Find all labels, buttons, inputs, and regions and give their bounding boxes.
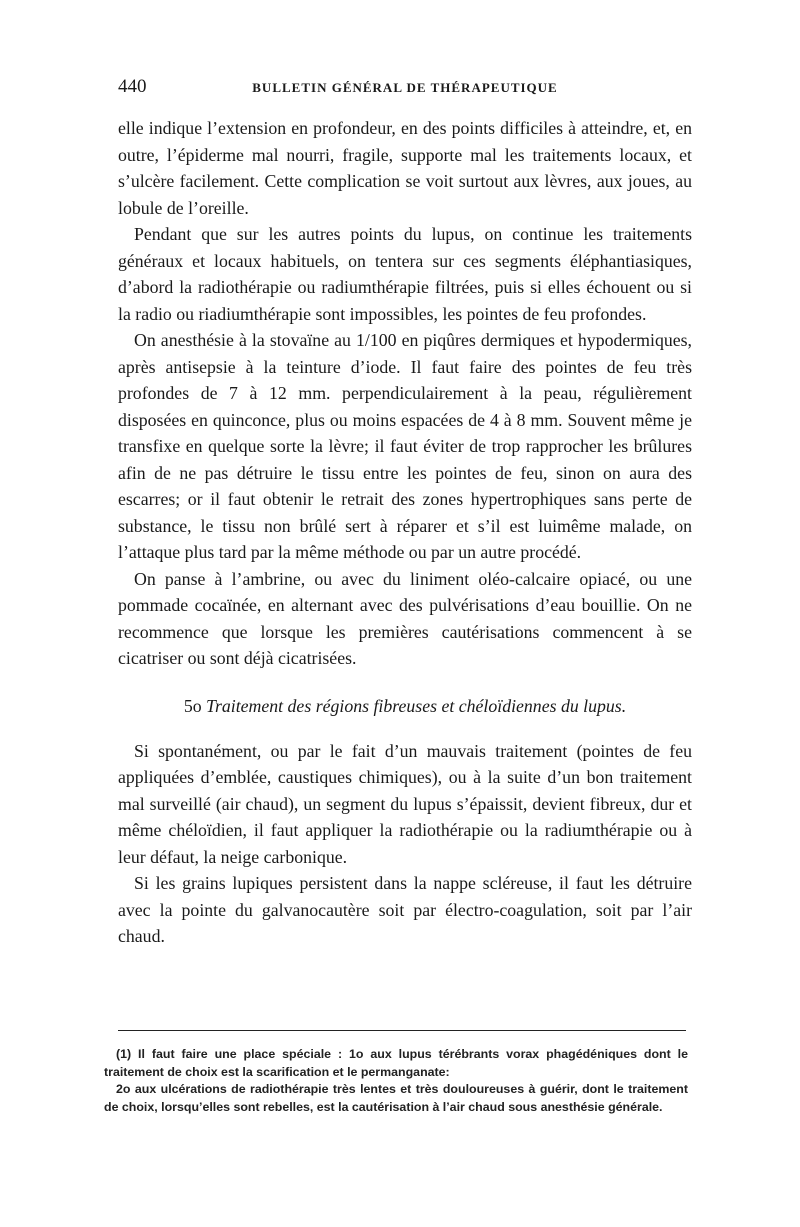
- footnotes: [104, 1046, 688, 1116]
- paragraph-3: On anesthésie à la stovaïne au 1/100 en piqûres dermiques et hypodermiques, après antisepsie à la teinture d’iode. Il faut faire des pointes de feu très profondes de 7 à 12 mm. perpendiculairement à la peau, régulièrement disposées en quinconce, plus ou moins espacées de 4 à 8 mm. Souvent même je transfixe en quelque sorte la lèvre; il faut éviter de trop rapprocher les brûlures afin de ne pas détruire le tissu entre les pointes de feu, sinon on aura des escarres; or il faut obtenir le retrait des zones hypertrophiques sans perte de substance, le tissu non brûlé sert à réparer et s’il est luimême malade, on l’attaque plus tard par la même méthode ou par un autre procédé.: [118, 330, 692, 562]
- paragraph-4: On panse à l’ambrine, ou avec du liniment oléo-calcaire opiacé, ou une pommade cocaïnée, en alternant avec des pulvérisations d’eau bouillie. On ne recommence que lorsque les premières cautérisations commencent à se cicatriser ou sont déjà cicatrisées.: [118, 568, 692, 668]
- section-number: 5o: [183, 695, 202, 716]
- section-heading: [118, 694, 692, 718]
- paragraph-2: Pendant que sur les autres points du lupus, on continue les traitements généraux et locaux habituels, on tentera sur ces segments éléphantiasiques, d’abord la radiothérapie ou radiumthérapie filtrées, puis si elles échouent ou si la radio ou riadiumthérapie sont impossibles, les pointes de feu profondes.: [118, 224, 692, 324]
- paragraph-6: Si les grains lupiques persistent dans la nappe scléreuse, il faut les détruire avec la pointe du galvanocautère soit par électro-coagulation, soit par l’air chaud.: [118, 873, 692, 946]
- page-header: [118, 76, 692, 102]
- section-title: Traitement des régions fibreuses et chéloïdiennes du lupus.: [206, 695, 627, 716]
- paragraph-5: Si spontanément, ou par le fait d’un mauvais traitement (pointes de feu appliquées d’emblée, caustiques chimiques), ou à la suite d’un bon traitement mal surveillé (air chaud), un segment du lupus s’épaissit, devient fibreux, dur et même chéloïdien, il faut appliquer la radiothérapie ou la radiumthérapie ou à leur défaut, la neige carbonique.: [118, 740, 692, 867]
- running-title: BULLETIN GÉNÉRAL DE THÉRAPEUTIQUE: [252, 80, 558, 95]
- page-number: 440: [118, 76, 147, 97]
- footnote-2: 2o aux ulcérations de radiothérapie très lentes et très douloureuses à guérir, dont le traitement de choix, lorsqu’elles sont rebelles, est la cautérisation à l’air chaud sous anesthésie générale.: [104, 1082, 688, 1114]
- paragraph-1: elle indique l’extension en profondeur, en des points difficiles à atteindre, et, en outre, l’épiderme mal nourri, fragile, supporte mal les traitements locaux, et s’ulcère facilement. Cette complication se voit surtout aux lèvres, aux joues, au lobule de l’oreille.: [118, 118, 692, 218]
- footnote-1: (1) Il faut faire une place spéciale : 1o aux lupus térébrants vorax phagédéniques dont le traitement de choix est la scarification et le permanganate:: [104, 1047, 688, 1079]
- body-text: [118, 115, 692, 950]
- footnote-divider: [118, 1030, 686, 1031]
